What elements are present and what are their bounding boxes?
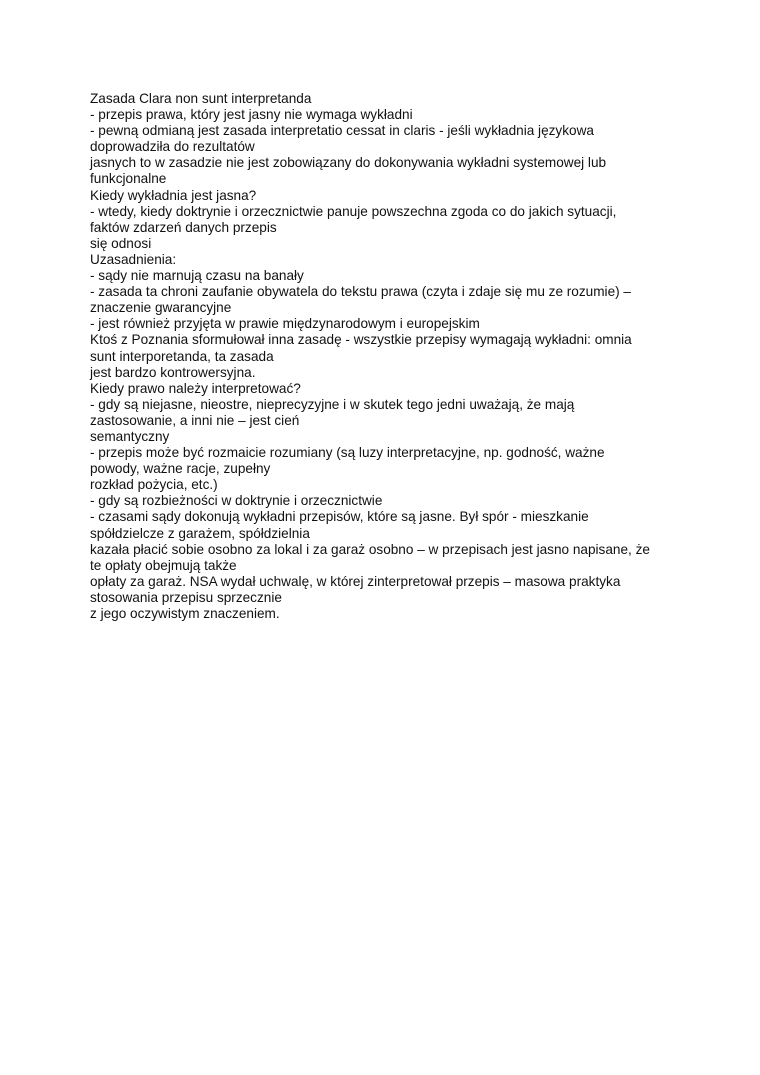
text-line: jasnych to w zasadzie nie jest zobowiązany do dokonywania wykładni systemowej lub — [90, 155, 607, 171]
section-label: Uzasadnienia: — [90, 251, 177, 267]
text-line: te opłaty obejmują także — [90, 557, 237, 573]
text-line: semantyczny — [90, 428, 170, 444]
text-line: faktów zdarzeń danych przepis — [90, 219, 277, 235]
text-line: zastosowanie, a inni nie – jest cień — [90, 412, 300, 428]
text-line: - zasada ta chroni zaufanie obywatela do tekstu prawa (czyta i zdaje się mu ze rozumie) – — [90, 284, 631, 300]
text-line: - jest również przyjęta w prawie międzynarodowym i europejskim — [90, 316, 480, 332]
text-line: powody, ważne racje, zupełny — [90, 461, 271, 477]
text-line: stosowania przepisu sprzecznie — [90, 589, 282, 605]
text-line: znaczenie gwarancyjne — [90, 300, 232, 316]
text-line: - gdy są niejasne, nieostre, nieprecyzyjne i w skutek tego jedni uważają, że mają — [90, 396, 575, 412]
text-line: rozkład pożycia, etc.) — [90, 477, 218, 493]
heading-clara-non-sunt: Zasada Clara non sunt interpretanda — [90, 91, 312, 106]
text-line: doprowadziła do rezultatów — [90, 139, 255, 155]
text-line: - przepis prawa, który jest jasny nie wymaga wykładni — [90, 107, 413, 123]
text-line: - pewną odmianą jest zasada interpretatio cessat in claris - jeśli wykładnia językowa — [90, 123, 594, 139]
text-line: funkcjonalne — [90, 171, 167, 187]
text-line: opłaty za garaż. NSA wydał uchwalę, w której zinterpretował przepis – masowa praktyka — [90, 573, 621, 589]
text-line: spółdzielcze z garażem, spółdzielnia — [90, 525, 310, 541]
text-line: kazała płacić sobie osobno za lokal i za garaż osobno – w przepisach jest jasno napisane, że — [90, 541, 650, 557]
text-line: - przepis może być rozmaicie rozumiany (są luzy interpretacyjne, np. godność, ważne — [90, 445, 605, 461]
question-line: Kiedy wykładnia jest jasna? — [90, 187, 257, 203]
text-line: sunt interporetanda, ta zasada — [90, 348, 274, 364]
text-line: się odnosi — [90, 235, 152, 251]
text-line: - gdy są rozbieżności w doktrynie i orzecznictwie — [90, 493, 383, 509]
text-line: - wtedy, kiedy doktrynie i orzecznictwie panuje powszechna zgoda co do jakich sytuacji, — [90, 203, 617, 219]
text-line: - sądy nie marnują czasu na banały — [90, 268, 304, 284]
text-line: Ktoś z Poznania sformułował inna zasadę - wszystkie przepisy wymagają wykładni: omnia — [90, 332, 632, 348]
text-line: jest bardzo kontrowersyjna. — [90, 364, 256, 380]
document-body — [90, 91, 680, 622]
text-line: z jego oczywistym znaczeniem. — [90, 606, 280, 621]
question-line: Kiedy prawo należy interpretować? — [90, 380, 301, 396]
text-line: - czasami sądy dokonują wykładni przepisów, które są jasne. Był spór - mieszkanie — [90, 509, 589, 525]
